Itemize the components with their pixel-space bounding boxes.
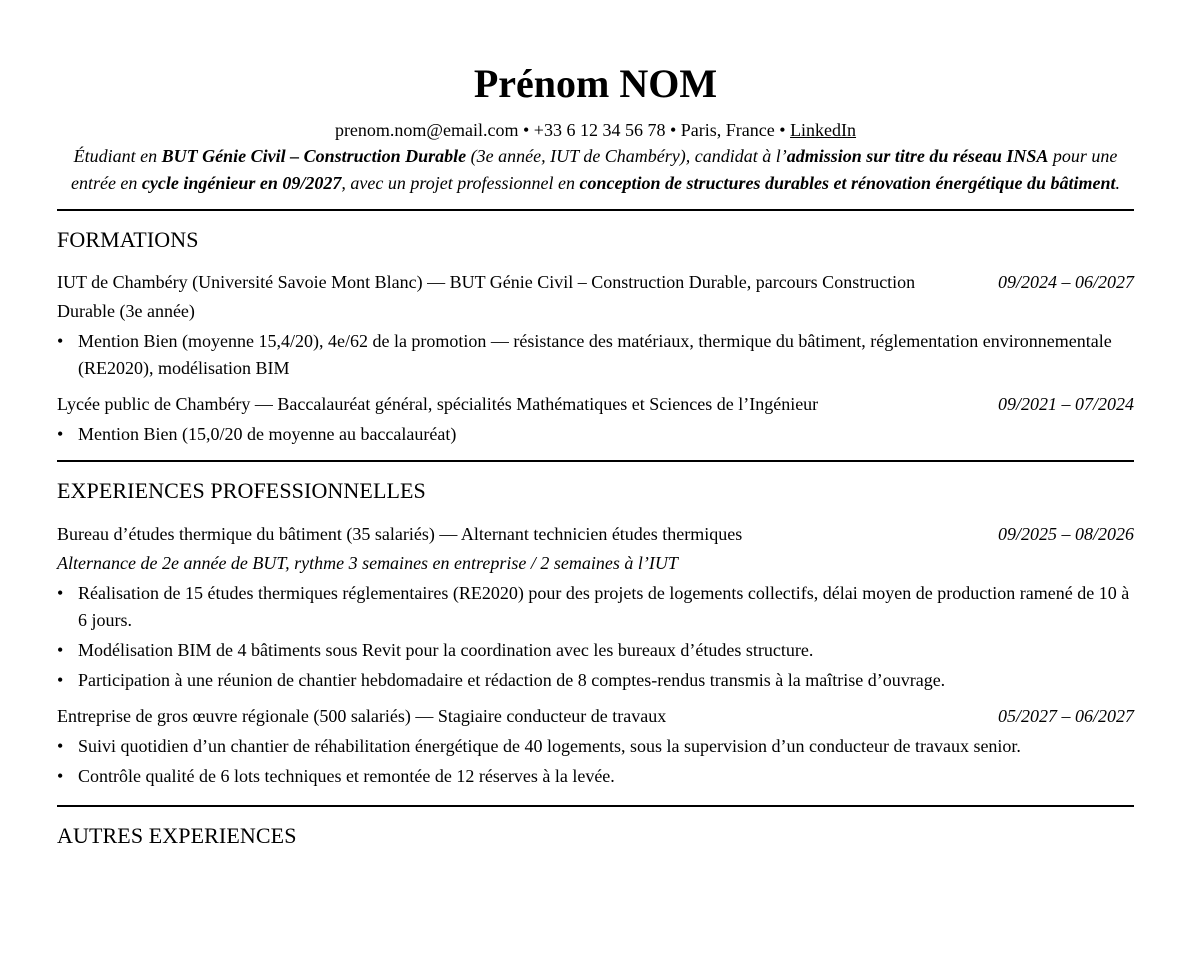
entry-organization: IUT de Chambéry (Université Savoie Mont Blanc) — BUT Génie Civil – Construction Durable, parcours Construction Durable (3e année) [57,272,916,321]
bullet-text: Mention Bien (moyenne 15,4/20), 4e/62 de la promotion — résistance des matériaux, thermique du bâtiment, réglementation environnementale (RE2020), modélisation BIM [78,331,1112,378]
linkedin-link[interactable]: LinkedIn [790,120,857,140]
section-formations [57,227,1134,448]
contact-line [57,119,1134,141]
section-divider [57,209,1134,211]
section-autres-experiences [57,823,1134,849]
entry-subtitle: Alternance de 2e année de BUT, rythme 3 semaines en entreprise / 2 semaines à l’IUT [57,553,678,573]
formation-entry [57,390,1134,448]
bullet-text: Réalisation de 15 études thermiques réglementaires (RE2020) pour des projets de logements collectifs, délai moyen de production ramené de 10 à 6 jours. [78,583,1130,630]
bullet-item [57,421,1134,448]
summary-highlight: conception de structures durables et rénovation énergétique du bâtiment [579,173,1116,193]
section-title: FORMATIONS [57,227,199,252]
summary-highlight: admission sur titre du réseau INSA [786,146,1049,166]
bullet-item [57,733,1134,760]
bullet-text: Contrôle qualité de 6 lots techniques et remontée de 12 réserves à la levée. [78,766,615,786]
profile-summary [63,143,1128,197]
summary-highlight: BUT Génie Civil – Construction Durable [161,146,467,166]
bullet-item [57,667,1134,694]
entry-dates: 09/2025 – 08/2026 [997,524,1134,544]
bullet-dot: • [57,331,64,351]
contact-separator: • [665,120,681,140]
bullet-item [57,328,1134,382]
bullet-item [57,580,1134,634]
summary-text: pour une entrée en [70,146,1118,193]
entry-dates: 09/2024 – 06/2027 [997,272,1134,292]
entry-bullets [57,421,1134,448]
entry-header [57,520,1134,549]
entry-organization: Bureau d’études thermique du bâtiment (35 salariés) — Alternant technicien études thermiques [57,524,743,544]
section-title: EXPERIENCES PROFESSIONNELLES [57,478,426,503]
contact-email: prenom.nom@email.com [334,120,519,140]
bullet-dot: • [57,424,64,444]
entry-dates: 09/2021 – 07/2024 [997,394,1134,414]
entry-organization: Lycée public de Chambéry — Baccalauréat général, spécialités Mathématiques et Sciences de l’Ingénieur [57,394,819,414]
summary-text: Étudiant en [73,146,162,166]
experience-entry [57,702,1134,790]
contact-location: Paris, France [680,120,775,140]
bullet-text: Participation à une réunion de chantier hebdomadaire et rédaction de 8 comptes-rendus transmis à la maîtrise d’ouvrage. [78,670,946,690]
bullet-item [57,763,1134,790]
contact-separator: • [518,120,534,140]
entry-bullets [57,328,1134,382]
summary-highlight: cycle ingénieur en 09/2027 [141,173,342,193]
entry-bullets [57,580,1134,694]
entry-bullets [57,733,1134,790]
candidate-name: Prénom NOM [473,61,718,106]
section-divider [57,460,1134,462]
entry-organization: Entreprise de gros œuvre régionale (500 salariés) — Stagiaire conducteur de travaux [57,706,667,726]
experience-entry [57,520,1134,694]
section-title: AUTRES EXPERIENCES [57,823,297,848]
bullet-text: Suivi quotidien d’un chantier de réhabilitation énergétique de 40 logements, sous la supervision d’un conducteur de travaux senior. [78,736,1021,756]
section-experiences [57,478,1134,790]
summary-text: , avec un projet professionnel en [341,173,580,193]
entry-header [57,702,1134,731]
contact-separator: • [774,120,791,140]
entry-dates: 05/2027 – 06/2027 [997,706,1134,726]
entry-header [57,390,1134,419]
summary-text: (3e année, IUT de Chambéry), candidat à l’ [466,146,787,166]
bullet-item [57,637,1134,664]
bullet-dot: • [57,766,64,786]
resume-page [57,0,1134,849]
summary-text: . [1115,173,1121,193]
bullet-dot: • [57,583,64,603]
bullet-dot: • [57,640,64,660]
bullet-dot: • [57,670,64,690]
section-divider [57,805,1134,807]
entry-header [57,268,1134,326]
bullet-text: Mention Bien (15,0/20 de moyenne au baccalauréat) [78,424,457,444]
bullet-dot: • [57,736,64,756]
formation-entry [57,268,1134,382]
bullet-text: Modélisation BIM de 4 bâtiments sous Revit pour la coordination avec les bureaux d’études structure. [78,640,814,660]
contact-phone: +33 6 12 34 56 78 [533,120,666,140]
